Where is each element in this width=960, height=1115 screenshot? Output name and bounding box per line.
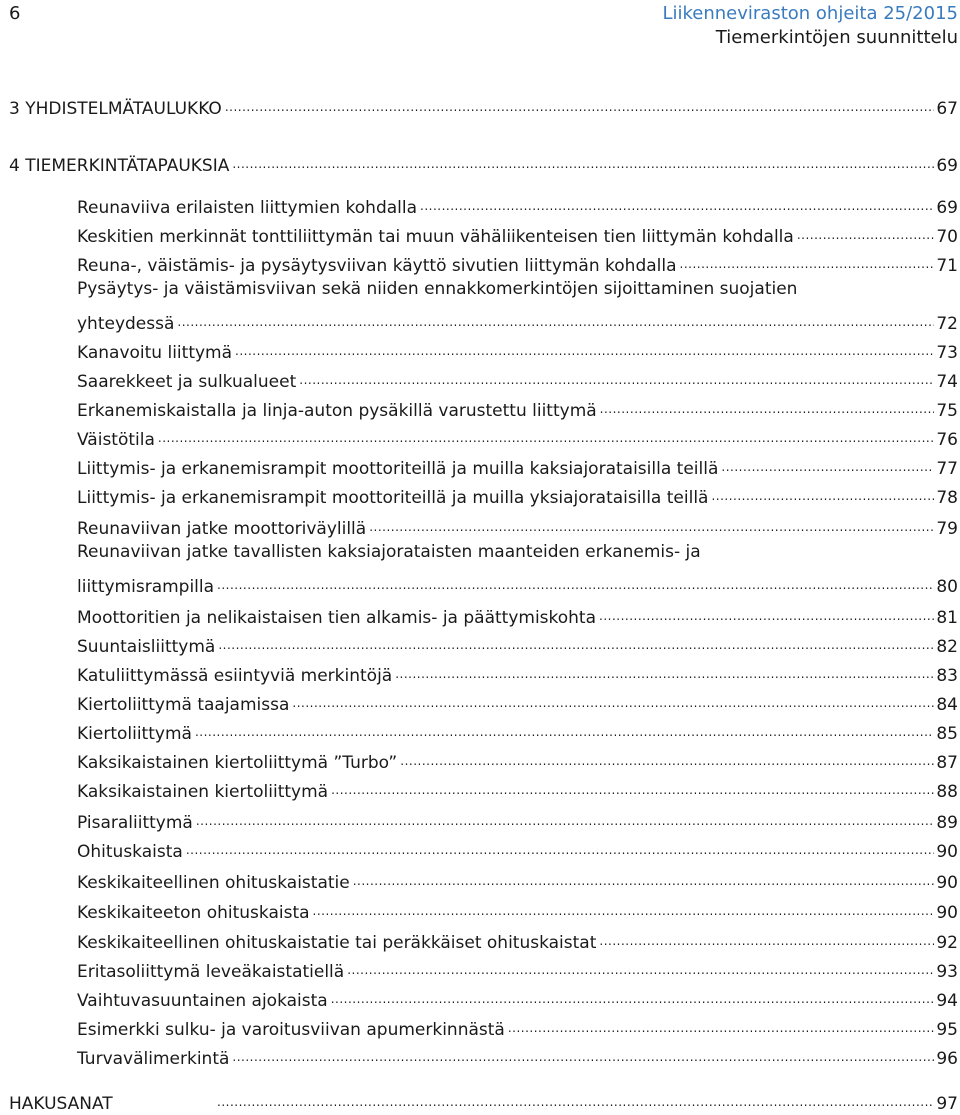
toc-entry-page: 69 bbox=[936, 156, 958, 176]
dot-leader bbox=[420, 191, 934, 213]
toc-item[interactable] bbox=[77, 452, 958, 480]
dot-leader bbox=[225, 92, 935, 114]
toc-entry-title: Kiertoliittymä taajamissa bbox=[77, 695, 290, 715]
toc-entry-title: Kiertoliittymä bbox=[77, 724, 192, 744]
toc-entry-page: 90 bbox=[936, 873, 958, 893]
toc-entry-title: Reuna-, väistämis- ja pysäytysviivan käyttö sivutien liittymän kohdalla bbox=[77, 256, 677, 276]
dot-leader bbox=[331, 984, 935, 1006]
dot-leader bbox=[395, 659, 934, 681]
toc-entry-title: HAKUSANAT bbox=[9, 1094, 113, 1114]
toc-item[interactable] bbox=[77, 984, 958, 1012]
toc-entry-page: 85 bbox=[936, 724, 958, 744]
toc-entry-page: 77 bbox=[936, 459, 958, 479]
toc-entry-title: Katuliittymässä esiintyviä merkintöjä bbox=[77, 666, 393, 686]
toc-entry-title: Keskikaiteellinen ohituskaistatie bbox=[77, 873, 350, 893]
toc-entry-page: 90 bbox=[936, 903, 958, 923]
toc-entry-page: 75 bbox=[936, 401, 958, 421]
toc-entry-page: 72 bbox=[936, 314, 958, 334]
toc-entry-page: 96 bbox=[936, 1049, 958, 1069]
toc-item[interactable] bbox=[77, 423, 958, 451]
toc-entry-page: 67 bbox=[936, 99, 958, 119]
toc-chapter-3[interactable] bbox=[9, 92, 958, 120]
toc-entry-page: 93 bbox=[936, 962, 958, 982]
toc-item[interactable] bbox=[77, 955, 958, 983]
toc-entry-title: Turvavälimerkintä bbox=[77, 1049, 230, 1069]
toc-item[interactable] bbox=[77, 926, 958, 954]
toc-item[interactable] bbox=[77, 866, 958, 894]
toc-item[interactable] bbox=[77, 394, 958, 422]
dot-leader bbox=[195, 717, 934, 739]
dot-leader bbox=[680, 249, 935, 271]
toc-entry-page: 84 bbox=[936, 695, 958, 715]
toc-entry-title: Keskitien merkinnät tonttiliittymän tai muun vähäliikenteisen tien liittymän kohdalla bbox=[77, 227, 794, 247]
toc-item[interactable] bbox=[77, 896, 958, 924]
toc-entry-page: 94 bbox=[936, 991, 958, 1011]
toc-item[interactable] bbox=[77, 570, 958, 598]
toc-item[interactable] bbox=[77, 365, 958, 393]
toc-item[interactable] bbox=[77, 191, 958, 219]
toc-entry-title: Ohituskaista bbox=[77, 842, 183, 862]
toc-item-first-line[interactable]: Reunaviivan jatke tavallisten kaksiajorataisten maanteiden erkanemis- ja bbox=[77, 542, 701, 562]
toc-item[interactable] bbox=[77, 1013, 958, 1041]
dot-leader bbox=[177, 307, 934, 329]
toc-item[interactable] bbox=[77, 659, 958, 687]
toc-entry-title: Suuntaisliittymä bbox=[77, 637, 216, 657]
toc-item[interactable] bbox=[77, 481, 958, 509]
toc-item-first-line[interactable]: Pysäytys- ja väistämisviivan sekä niiden ennakkomerkintöjen sijoittaminen suojatien bbox=[77, 279, 798, 299]
toc-entry-title: Reunaviiva erilaisten liittymien kohdalla bbox=[77, 198, 418, 218]
dot-leader bbox=[217, 1087, 934, 1109]
toc-item[interactable] bbox=[77, 835, 958, 863]
toc-entry-page: 88 bbox=[936, 782, 958, 802]
dot-leader bbox=[600, 394, 935, 416]
dot-leader bbox=[369, 512, 934, 534]
toc-item[interactable] bbox=[77, 1042, 958, 1070]
toc-entry-title: Esimerkki sulku- ja varoitusviivan apumerkinnästä bbox=[77, 1020, 505, 1040]
dot-leader bbox=[711, 481, 934, 503]
toc-item[interactable] bbox=[77, 630, 958, 658]
toc-entry-title: Erkanemiskaistalla ja linja-auton pysäkillä varustettu liittymä bbox=[77, 401, 597, 421]
toc-entry-title: Saarekkeet ja sulkualueet bbox=[77, 372, 297, 392]
dot-leader bbox=[599, 601, 934, 623]
toc-entry-title: 4 TIEMERKINTÄTAPAUKSIA bbox=[9, 156, 230, 176]
toc-entry-title: Vaihtuvasuuntainen ajokaista bbox=[77, 991, 328, 1011]
dot-leader bbox=[331, 775, 934, 797]
toc-entry-title: 3 YHDISTELMÄTAULUKKO bbox=[9, 99, 222, 119]
dot-leader bbox=[299, 365, 934, 387]
toc-item[interactable] bbox=[77, 717, 958, 745]
toc-entry-page: 92 bbox=[936, 933, 958, 953]
toc-entry-page: 83 bbox=[936, 666, 958, 686]
toc-entry-page: 80 bbox=[936, 577, 958, 597]
toc-entry-page: 76 bbox=[936, 430, 958, 450]
toc-entry-page: 87 bbox=[936, 753, 958, 773]
dot-leader bbox=[217, 570, 934, 592]
toc-entry-page: 95 bbox=[936, 1020, 958, 1040]
dot-leader bbox=[400, 746, 934, 768]
dot-leader bbox=[196, 806, 935, 828]
toc-entry-title: Reunaviivan jatke moottoriväylillä bbox=[77, 519, 367, 539]
toc-entry-title: Liittymis- ja erkanemisrampit moottoriteillä ja muilla kaksiajorataisilla teillä bbox=[77, 459, 719, 479]
dot-leader bbox=[232, 149, 934, 171]
dot-leader bbox=[599, 926, 934, 948]
toc-item[interactable] bbox=[77, 806, 958, 834]
toc-item[interactable] bbox=[77, 688, 958, 716]
dot-leader bbox=[347, 955, 934, 977]
dot-leader bbox=[158, 423, 934, 445]
toc-entry-page: 70 bbox=[936, 227, 958, 247]
dot-leader bbox=[218, 630, 934, 652]
toc-item[interactable] bbox=[77, 249, 958, 277]
toc-entry-page: 79 bbox=[936, 519, 958, 539]
toc-item[interactable] bbox=[77, 775, 958, 803]
toc-entry-title: Liittymis- ja erkanemisrampit moottoriteillä ja muilla yksiajorataisilla teillä bbox=[77, 488, 709, 508]
toc-hakusanat[interactable] bbox=[9, 1087, 958, 1115]
document-title: Tiemerkintöjen suunnittelu bbox=[715, 27, 958, 48]
toc-entry-page: 69 bbox=[936, 198, 958, 218]
toc-entry-page: 90 bbox=[936, 842, 958, 862]
dot-leader bbox=[292, 688, 934, 710]
dot-leader bbox=[353, 866, 935, 888]
toc-entry-title: Väistötila bbox=[77, 430, 155, 450]
toc-entry-title: Eritasoliittymä leveäkaistatiellä bbox=[77, 962, 345, 982]
page-number: 6 bbox=[9, 3, 21, 24]
toc-item[interactable] bbox=[77, 601, 958, 629]
dot-leader bbox=[797, 220, 935, 242]
toc-entry-title: Keskikaiteellinen ohituskaistatie tai peräkkäiset ohituskaistat bbox=[77, 933, 597, 953]
toc-entry-title: liittymisrampilla bbox=[77, 577, 215, 597]
toc-entry-title: Keskikaiteeton ohituskaista bbox=[77, 903, 310, 923]
toc-entry-title: Kaksikaistainen kiertoliittymä bbox=[77, 782, 329, 802]
toc-item[interactable] bbox=[77, 746, 958, 774]
toc-entry-page: 78 bbox=[936, 488, 958, 508]
toc-entry-page: 73 bbox=[936, 343, 958, 363]
toc-entry-page: 71 bbox=[936, 256, 958, 276]
toc-entry-page: 82 bbox=[936, 637, 958, 657]
dot-leader bbox=[721, 452, 934, 474]
toc-entry-title: Kanavoitu liittymä bbox=[77, 343, 233, 363]
publisher-line: Liikenneviraston ohjeita 25/2015 bbox=[662, 3, 958, 24]
dot-leader bbox=[313, 896, 935, 918]
toc-entry-page: 81 bbox=[936, 608, 958, 628]
toc-entry-title: Moottoritien ja nelikaistaisen tien alkamis- ja päättymiskohta bbox=[77, 608, 597, 628]
dot-leader bbox=[508, 1013, 935, 1035]
dot-leader bbox=[232, 1042, 934, 1064]
dot-leader bbox=[186, 835, 935, 857]
toc-entry-title: Kaksikaistainen kiertoliittymä ”Turbo” bbox=[77, 753, 398, 773]
toc-chapter-4[interactable] bbox=[9, 149, 958, 177]
toc-item[interactable] bbox=[77, 512, 958, 540]
toc-entry-title: yhteydessä bbox=[77, 314, 175, 334]
toc-entry-page: 97 bbox=[936, 1094, 958, 1114]
toc-item[interactable] bbox=[77, 336, 958, 364]
toc-item[interactable] bbox=[77, 220, 958, 248]
toc-entry-page: 74 bbox=[936, 372, 958, 392]
dot-leader bbox=[235, 336, 934, 358]
toc-entry-title: Pisaraliittymä bbox=[77, 813, 193, 833]
toc-item[interactable] bbox=[77, 307, 958, 335]
toc-entry-page: 89 bbox=[936, 813, 958, 833]
